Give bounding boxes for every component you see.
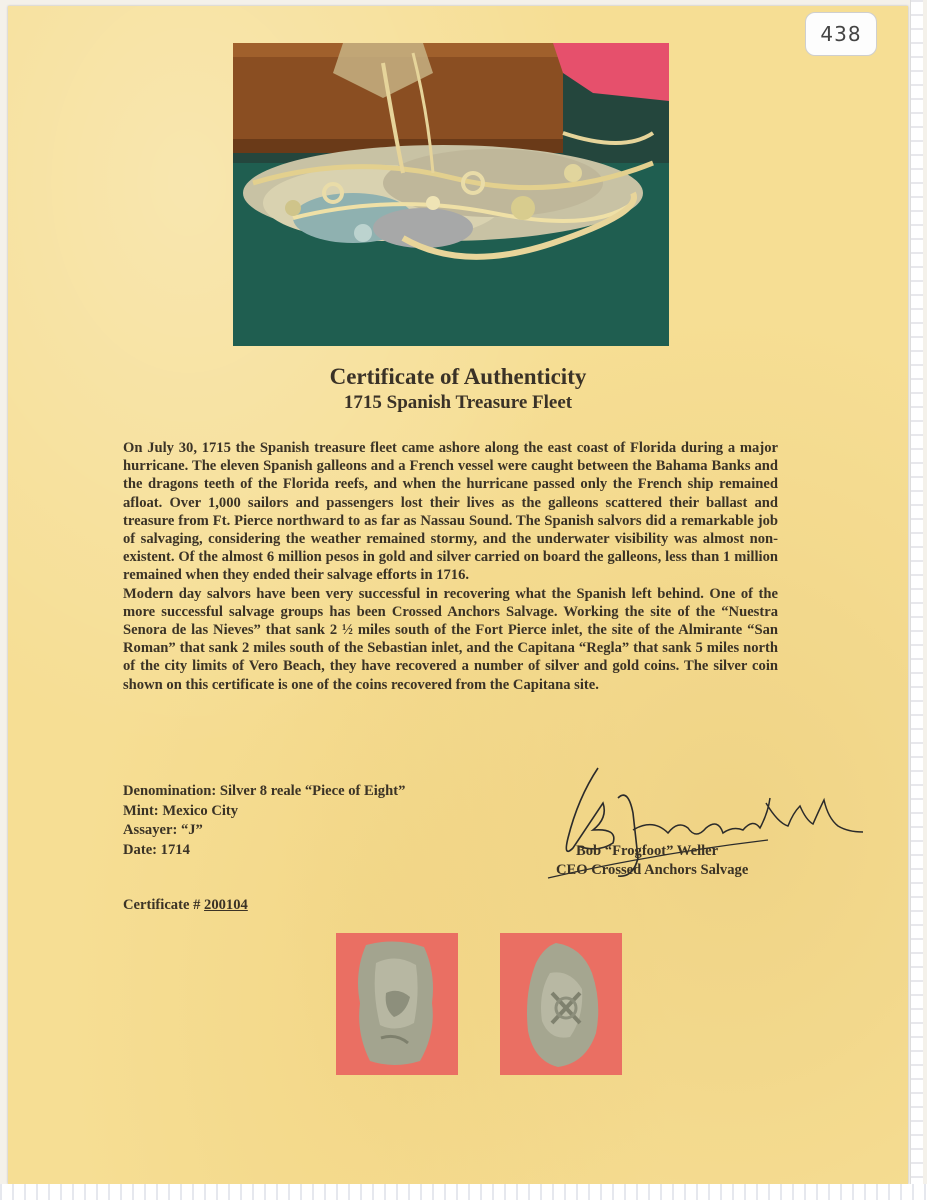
treasure-photo-art bbox=[233, 43, 669, 346]
binder-edge bbox=[910, 0, 923, 1200]
bottom-edge bbox=[0, 1184, 927, 1200]
certificate-title: Certificate of Authenticity bbox=[329, 364, 587, 389]
coin-details bbox=[123, 782, 405, 860]
coin-obverse-art bbox=[336, 933, 458, 1075]
coin-reverse-art bbox=[500, 933, 622, 1075]
coin-obverse-photo bbox=[336, 933, 458, 1075]
history-paragraph-2: Modern day salvors have been very successful in recovering what the Spanish left behind. One of the more successful salvage groups has been Crossed Anchors Salvage. Working the site of the “Nuestra Senora de las Nieves” that sank 2 ½ miles south of the Fort Pierce inlet, the site of the Almirante “San Roman” that sank 2 miles south of the Sebastian inlet, and the Capitana “Regla” that sank 5 miles north of the city limits of Vero Beach, they have recovered a number of silver and gold coins. The silver coin shown on this certificate is one of the coins recovered from the Capitana site. bbox=[123, 585, 778, 693]
treasure-photo bbox=[233, 43, 669, 346]
certificate-subtitle: 1715 Spanish Treasure Fleet bbox=[343, 392, 573, 413]
signer-name: Bob “Frogfoot” Weller bbox=[576, 843, 719, 859]
corner-label: 438 bbox=[805, 12, 877, 56]
certificate-number-label: Certificate # bbox=[123, 897, 205, 913]
denomination-line: Denomination: Silver 8 reale “Piece of Eight” bbox=[123, 783, 406, 799]
date-line: Date: 1714 bbox=[123, 841, 190, 858]
history-text bbox=[123, 439, 778, 694]
history-paragraph-1: On July 30, 1715 the Spanish treasure fleet came ashore along the east coast of Florida during a major hurricane. The eleven Spanish galleons and a French vessel were caught between the Bahama Banks and the dragons teeth of the Florida reefs, and when the hurricane passed only the French ship remained afloat. Over 1,000 sailors and passengers lost their lives as the galleons scattered their ballast and treasure from Ft. Pierce northward to as far as Nassau Sound. The Spanish salvors did a remarkable job of salvaging, considering the weather remained stormy, and the underwater visibility was almost non-existent. Of the almost 6 million pesos in gold and silver carried on board the galleons, less than 1 million remained when they ended their salvage efforts in 1716. bbox=[123, 440, 778, 584]
certificate-page bbox=[8, 6, 908, 1184]
mint-line: Mint: Mexico City bbox=[123, 802, 239, 819]
certificate-number bbox=[123, 897, 248, 914]
assayer-line: Assayer: “J” bbox=[123, 822, 203, 838]
coin-reverse-photo bbox=[500, 933, 622, 1075]
signer-block bbox=[556, 842, 748, 880]
signer-title: CEO Crossed Anchors Salvage bbox=[556, 862, 749, 878]
certificate-number-value: 200104 bbox=[204, 897, 248, 913]
